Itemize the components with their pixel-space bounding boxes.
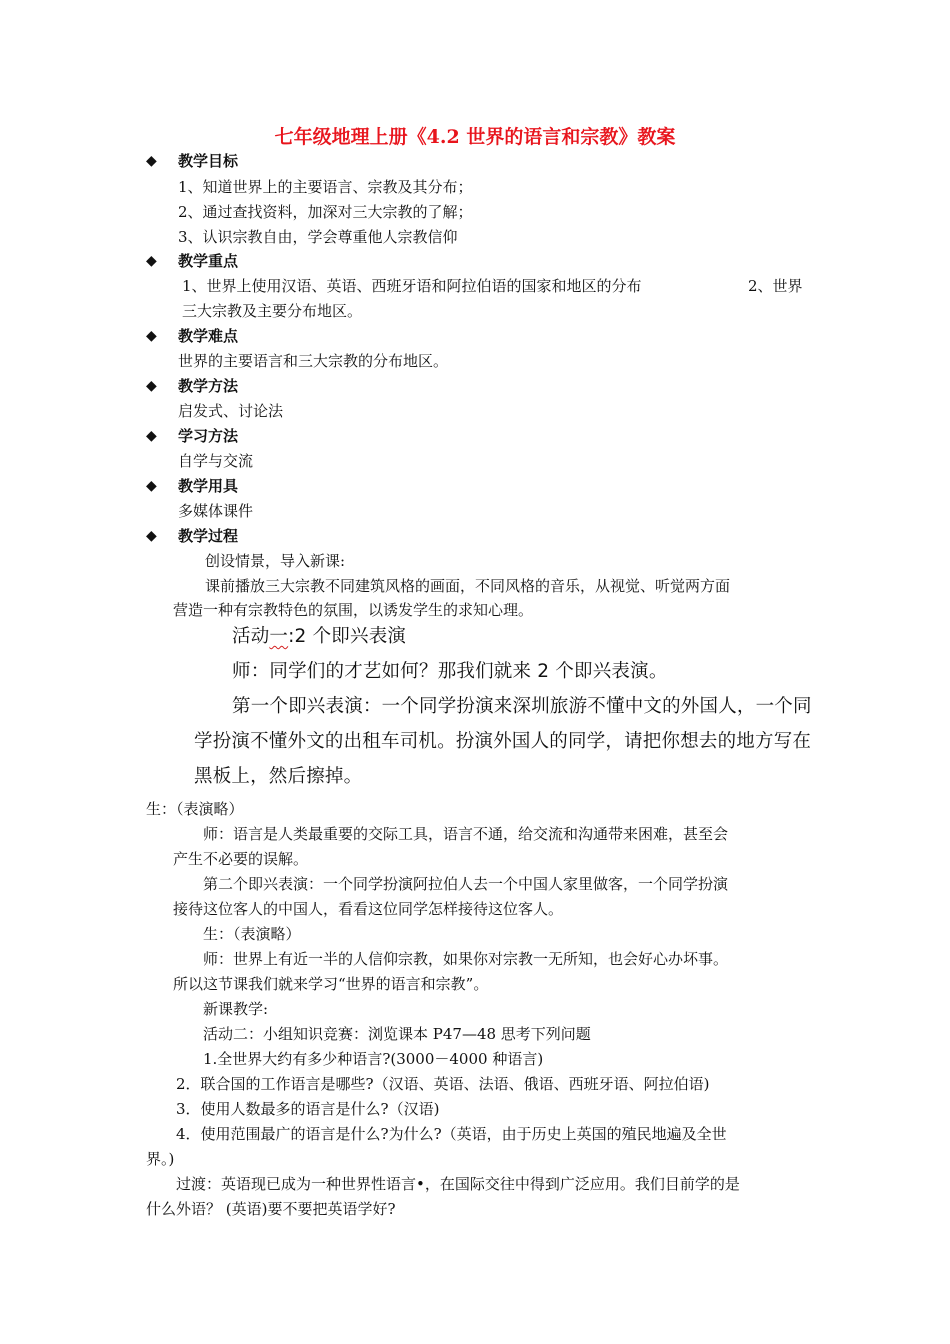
- transition-line: 什么外语？ (英语)要不要把英语学好?: [146, 1200, 396, 1218]
- activity-prefix: 活动: [232, 626, 270, 647]
- student-line: 生：（表演略）: [203, 925, 301, 943]
- section-line: 3、认识宗教自由，学会尊重他人宗教信仰: [178, 228, 458, 246]
- activity-rest: :2 个即兴表演: [288, 626, 407, 647]
- teacher-line: 师：世界上有近一半的人信仰宗教，如果你对宗教一无所知，也会好心办坏事。: [203, 950, 729, 968]
- activity-one-heading: [232, 624, 406, 650]
- intro-text: 营造一种有宗教特色的氛围，以诱发学生的求知心理。: [173, 601, 534, 619]
- section-line: 多媒体课件: [178, 502, 254, 520]
- new-lesson-heading: 新课教学:: [203, 1000, 269, 1018]
- activity-number: 一: [269, 626, 289, 647]
- bullet-icon: ◆: [146, 328, 157, 344]
- question-line: 3．使用人数最多的语言是什么?（汉语): [176, 1100, 440, 1118]
- performance-one-text: 学扮演不懂外文的出租车司机。扮演外国人的同学，请把你想去的地方写在: [194, 731, 812, 752]
- performance-one-text: 第一个即兴表演：一个同学扮演来深圳旅游不懂中文的外国人，一个同: [232, 696, 812, 717]
- section-line: 2、通过查找资料，加深对三大宗教的了解；: [178, 203, 473, 221]
- question-line: 4．使用范围最广的语言是什么?为什么?（英语，由于历史上英国的殖民地遍及全世: [176, 1125, 727, 1143]
- bullet-icon: ◆: [146, 253, 157, 269]
- section-heading: 教学难点: [178, 327, 239, 345]
- bullet-icon: ◆: [146, 528, 157, 544]
- section-heading: 教学过程: [178, 527, 239, 545]
- bullet-icon: ◆: [146, 428, 157, 444]
- section-line: 世界的主要语言和三大宗教的分布地区。: [178, 352, 449, 370]
- question-line: 1.全世界大约有多少种语言?(3000－4000 种语言): [203, 1050, 544, 1068]
- teacher-line: 师：语言是人类最重要的交际工具，语言不通，给交流和沟通带来困难，甚至会: [203, 825, 729, 843]
- document-title: 七年级地理上册《4.2 世界的语言和宗教》教案: [274, 126, 676, 148]
- section-line: 1、知道世界上的主要语言、宗教及其分布；: [178, 178, 473, 196]
- intro-text: 课前播放三大宗教不同建筑风格的画面，不同风格的音乐，从视觉、听觉两方面: [205, 577, 731, 595]
- bullet-icon: ◆: [146, 153, 157, 169]
- question-line: 2．联合国的工作语言是哪些?（汉语、英语、法语、俄语、西班牙语、阿拉伯语): [176, 1075, 710, 1093]
- section-line: 自学与交流: [178, 452, 254, 470]
- section-line: 1、世界上使用汉语、英语、西班牙语和阿拉伯语的国家和地区的分布: [182, 277, 642, 295]
- transition-line: 过渡：英语现已成为一种世界性语言•，在国际交往中得到广泛应用。我们目前学的是: [176, 1175, 740, 1193]
- performance-two-text: 第二个即兴表演：一个同学扮演阿拉伯人去一个中国人家里做客，一个同学扮演: [203, 875, 729, 893]
- question-line: 界。): [146, 1150, 175, 1168]
- performance-two-text: 接待这位客人的中国人，看看这位同学怎样接待这位客人。: [173, 900, 564, 918]
- activity-two-heading: 活动二：小组知识竞赛：浏览课本 P47—48 思考下列问题: [203, 1025, 591, 1043]
- section-heading: 教学目标: [178, 152, 239, 170]
- teacher-question: 师：同学们的才艺如何？那我们就来 2 个即兴表演。: [232, 661, 668, 682]
- bullet-icon: ◆: [146, 478, 157, 494]
- bullet-icon: ◆: [146, 378, 157, 394]
- student-line: 生：（表演略）: [146, 800, 244, 818]
- section-heading: 学习方法: [178, 427, 239, 445]
- section-heading: 教学方法: [178, 377, 239, 395]
- section-heading: 教学用具: [178, 477, 239, 495]
- section-line: 2、世界: [748, 277, 803, 295]
- section-line: 三大宗教及主要分布地区。: [182, 302, 363, 320]
- performance-one-text: 黑板上，然后擦掉。: [194, 766, 363, 787]
- teacher-line: 所以这节课我们就来学习“世界的语言和宗教”。: [173, 975, 489, 993]
- section-line: 启发式、讨论法: [178, 402, 284, 420]
- section-heading: 教学重点: [178, 252, 239, 270]
- intro-heading: 创设情景，导入新课:: [205, 552, 346, 570]
- teacher-line: 产生不必要的误解。: [173, 850, 309, 868]
